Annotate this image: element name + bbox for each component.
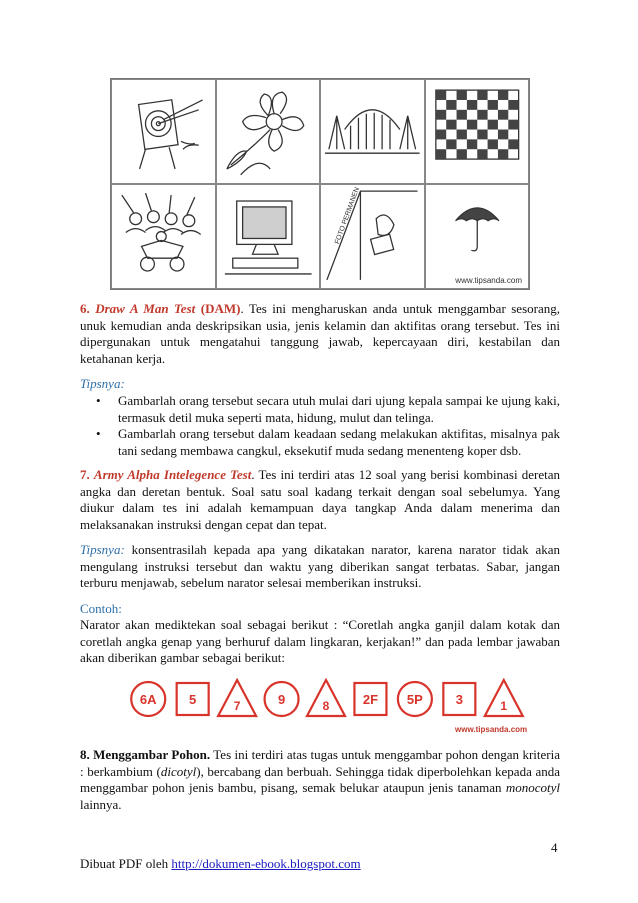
checkerboard-icon xyxy=(425,79,530,184)
umbrella-icon xyxy=(425,184,530,289)
footer-prefix: Dibuat PDF oleh xyxy=(80,856,172,871)
section-6-title: Draw A Man Test xyxy=(95,301,196,316)
footer xyxy=(80,856,361,872)
shape-label: 1 xyxy=(500,699,508,713)
watermark-middle: www.tipsanda.com xyxy=(455,725,528,734)
section-7-body: . Tes ini terdiri atas 12 soal yang berisi kombinasi deretan angka dan deretan bentuk. Soal satu soal kadang terkait dengan soal sebelumya. Yang diukur dalam tes ini adalah kemampuan daya tangkap Anda dalam menerima dan melaksanakan instruksi dengan cepat dan tepat. xyxy=(80,467,560,532)
section-8-monocotyl: monocotyl xyxy=(505,780,560,796)
section-7-tips-paragraph xyxy=(80,542,560,592)
section-8-paragraph xyxy=(80,747,560,813)
watermark-top: www.tipsanda.com xyxy=(455,276,522,285)
cell-sign-text: FOTO PERMANEN xyxy=(334,186,362,246)
target-with-arrows-icon xyxy=(111,79,216,184)
section-8-dicotyl: dicotyl xyxy=(160,763,197,779)
footer-link[interactable]: http://dokumen-ebook.blogspot.com xyxy=(171,856,361,871)
section-6-body: . Tes ini mengharuskan anda untuk menggambar sesorang, unuk kemudian anda deskripsikan usia, jenis kelamin dan aktifitas orang tersebut. Tes ini dipergunakan untuk mengatahui tanggung jawab, kepercayaan diri, kestabilan dan ketahanan kerja. xyxy=(80,301,560,366)
shape-label: 5 xyxy=(189,692,197,707)
section-6-tips-list xyxy=(80,393,560,459)
section-7-number: 7. xyxy=(80,467,90,482)
bullet-text: Gambarlah orang tersebut secara utuh mulai dari ujung kepala sampai ke ujung kaki, termasuk detil muka seperti mata, hidung, mulut dan telinga. xyxy=(118,393,560,425)
list-item: • Gambarlah orang tersebut dalam keadaan sedang melakukan aktifitas, misalnya pak tani sedang membawa cangkul, eksekutif muda sedang menenteng koper dsb. xyxy=(96,426,560,458)
list-item: • Gambarlah orang tersebut secara utuh mulai dari ujung kepala sampai ke ujung kaki, termasuk detil muka seperti mata, hidung, mulut dan telinga. xyxy=(96,393,560,425)
section-6-number: 6. xyxy=(80,301,90,316)
sketch-illustration-grid xyxy=(110,78,530,290)
shape-label: 3 xyxy=(455,692,463,707)
section-8-body-2: ), bercabang dan berbuah. Sehingga tidak diperbolehkan kepada anda menggambar pohon jenis bambu, pisang, semak belukar ataupun jenis tanaman xyxy=(80,763,560,796)
section-7-paragraph xyxy=(80,467,560,533)
bullet-text: Gambarlah orang tersebut dalam keadaan sedang melakukan aktifitas, misalnya pak tani sedang membawa cangkul, eksekutif muda sedang menenteng koper dsb. xyxy=(118,426,560,458)
cheering-crowd-icon xyxy=(111,184,216,289)
shape-label: 5P xyxy=(406,692,423,707)
shape-square xyxy=(177,683,209,715)
shape-triangle xyxy=(485,680,523,716)
section-6-tips-label: Tipsnya: xyxy=(80,376,125,391)
shape-label: 8 xyxy=(322,699,330,713)
shape-label: 2F xyxy=(362,692,379,707)
shape-square xyxy=(443,683,475,715)
computer-monitor-icon xyxy=(216,184,321,289)
shape-square xyxy=(354,683,386,715)
section-7-title: Army Alpha Intelegence Test xyxy=(93,467,252,482)
flower-icon xyxy=(216,79,321,184)
shape-circle xyxy=(398,682,432,716)
section-8-body-3: lainnya. xyxy=(80,796,122,812)
gate-icon xyxy=(320,79,425,184)
shape-circle xyxy=(131,682,165,716)
section-8-body-1: Tes ini terdiri atas tugas untuk menggambar pohon dengan kriteria : berkambium ( xyxy=(80,747,560,779)
section-7-tips-label: Tipsnya: xyxy=(80,542,125,557)
section-7-example-body: Narator akan mediktekan soal sebagai berikut : “Coretlah angka ganjil dalam kotak dan coretlah angka genap yang berhuruf dalam lingkaran, kerjakan!” dan pada lembar jawaban akan diberikan gambar sebagai berikut: xyxy=(80,617,560,666)
section-7-tips-body: konsentrasilah kepada apa yang dikatakan narator, karena narator tidak akan mengulang instruksi tersebut dan waktu yang diberikan sangat terbatas. Sabar, jangan terburu menjawab, sebelum narator selesai memberikan instruksi. xyxy=(80,542,560,591)
page-number: 4 xyxy=(551,840,558,855)
section-8-title: 8. Menggambar Pohon. xyxy=(80,747,211,762)
shape-label: 6A xyxy=(139,692,157,707)
section-7-example-label: Contoh: xyxy=(80,601,122,616)
shape-triangle xyxy=(307,680,345,716)
section-6-abbr: (DAM) xyxy=(200,301,241,316)
answer-sheet-shapes xyxy=(126,678,526,720)
photo-shop-icon xyxy=(320,184,425,289)
shape-triangle xyxy=(218,680,256,716)
shape-label: 7 xyxy=(233,699,241,713)
section-6-paragraph xyxy=(80,301,560,367)
shape-circle xyxy=(265,682,299,716)
shape-label: 9 xyxy=(277,692,286,707)
